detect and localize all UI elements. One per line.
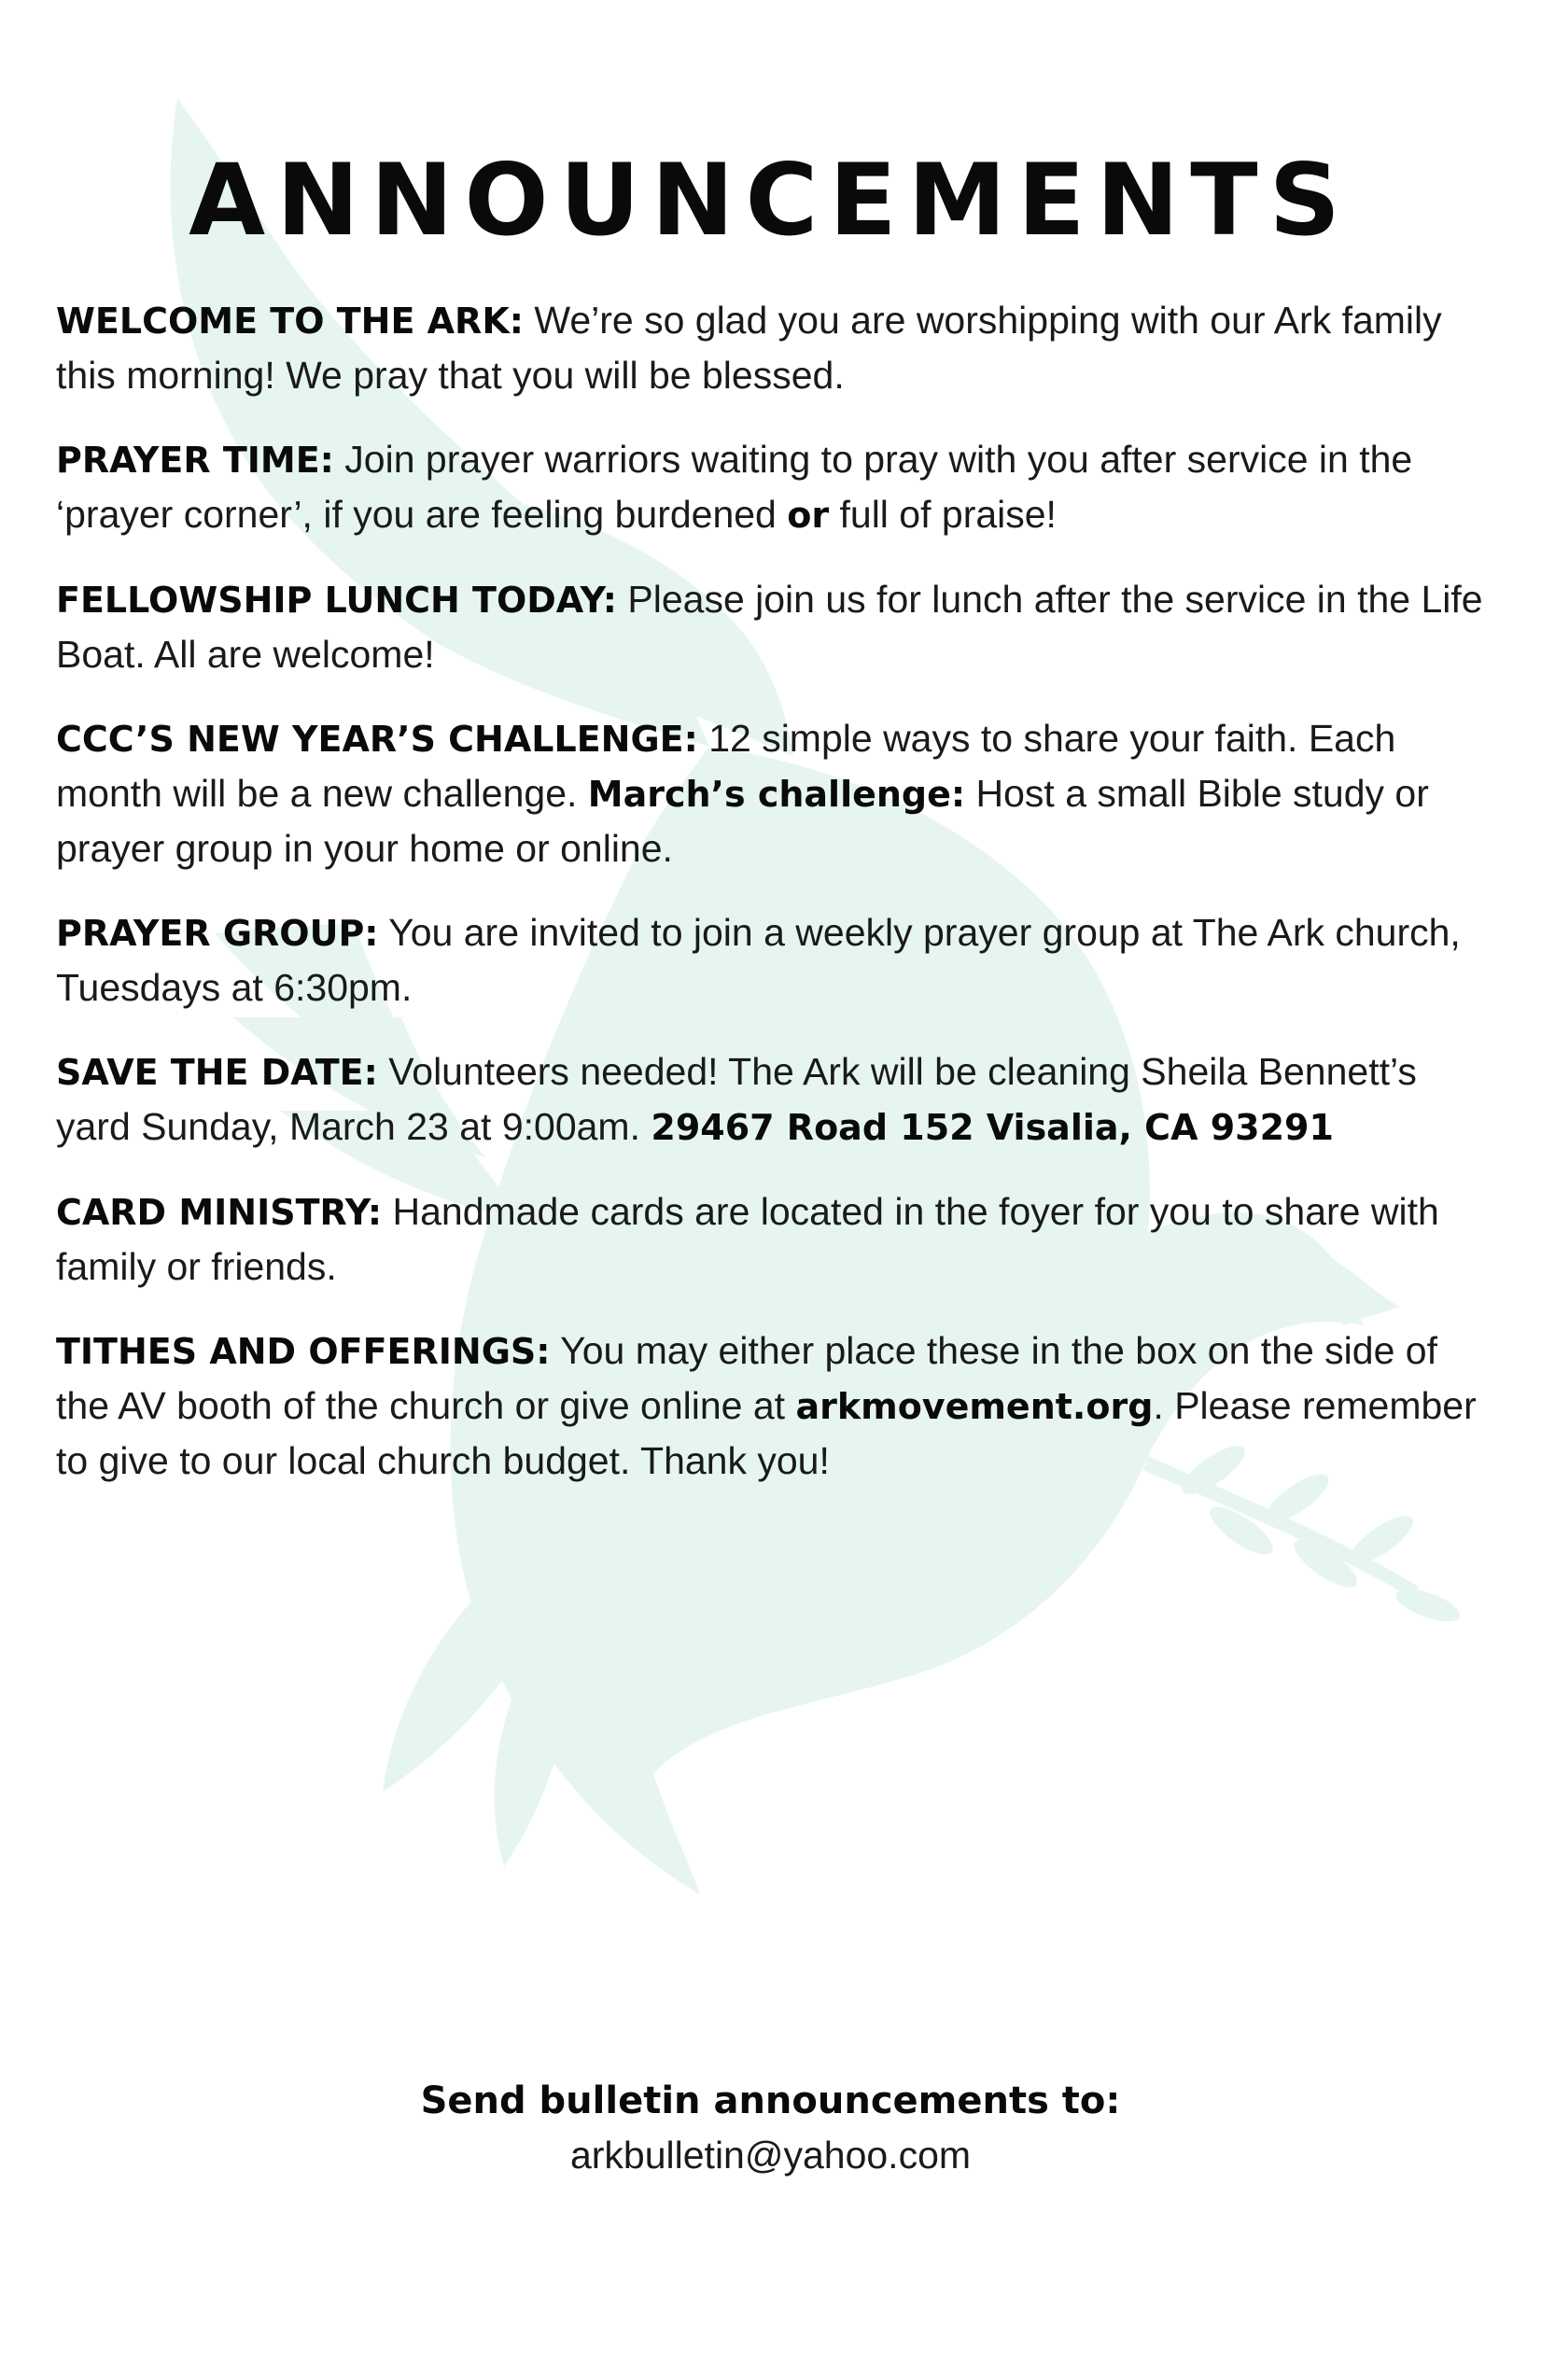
announcement-heading: CARD MINISTRY: xyxy=(56,1192,383,1233)
announcement-text: Volunteers needed! The Ark will be cleaning Sheila Bennett’s yard Sunday, March 23 at 9:00am. xyxy=(56,1050,1417,1148)
announcement-heading: CCC’S NEW YEAR’S CHALLENGE: xyxy=(56,719,698,760)
announcement-text: Please join us for lunch after the service in the Life Boat. All are welcome! xyxy=(56,578,1483,676)
footer-label: Send bulletin announcements to: xyxy=(420,2079,1121,2122)
emphasis-text: March’s challenge: xyxy=(587,774,966,815)
announcement-text: Join prayer warriors waiting to pray with you after service in the ‘prayer corner’, if you are feeling burdened xyxy=(56,438,1413,536)
website-link[interactable]: arkmovement.org xyxy=(795,1386,1154,1427)
announcement-text: full of praise! xyxy=(829,493,1057,536)
announcement-text: . Please remember to give to our local church budget. Thank you! xyxy=(56,1384,1477,1482)
page-title: ANNOUNCEMENTS xyxy=(189,143,1352,258)
announcement-heading: TITHES AND OFFERINGS: xyxy=(56,1331,551,1372)
announcement-heading: WELCOME TO THE ARK: xyxy=(56,301,524,342)
announcement-heading: SAVE THE DATE: xyxy=(56,1052,378,1093)
announcement-new-year-challenge xyxy=(56,711,1484,875)
announcement-text: Handmade cards are located in the foyer for you to share with family or friends. xyxy=(56,1190,1439,1288)
announcements-body xyxy=(56,140,1484,1518)
announcement-fellowship-lunch xyxy=(56,572,1484,681)
announcement-prayer-time xyxy=(56,432,1484,542)
submission-footer xyxy=(0,2074,1541,2182)
announcement-card-ministry xyxy=(56,1184,1484,1294)
address-text: 29467 Road 152 Visalia, CA 93291 xyxy=(651,1107,1334,1148)
announcement-tithes-offerings xyxy=(56,1323,1484,1488)
announcement-heading: FELLOWSHIP LUNCH TODAY: xyxy=(56,580,617,621)
announcement-text: You may either place these in the box on the side of the AV booth of the church or give online at xyxy=(56,1329,1437,1427)
announcement-text: 12 simple ways to share your faith. Each month will be a new challenge. xyxy=(56,717,1396,815)
announcement-heading: PRAYER GROUP: xyxy=(56,913,379,954)
announcement-save-the-date xyxy=(56,1044,1484,1155)
announcement-prayer-group xyxy=(56,905,1484,1015)
announcement-text: You are invited to join a weekly prayer group at The Ark church, Tuesdays at 6:30pm. xyxy=(56,911,1461,1009)
announcement-welcome xyxy=(56,293,1484,402)
contact-email-link[interactable]: arkbulletin@yahoo.com xyxy=(569,2134,972,2177)
announcement-text: We’re so glad you are worshipping with our Ark family this morning! We pray that you will be blessed. xyxy=(56,299,1442,397)
announcement-heading: PRAYER TIME: xyxy=(56,440,334,481)
emphasis-text: or xyxy=(787,495,830,536)
announcement-text: Host a small Bible study or prayer group in your home or online. xyxy=(56,772,1429,870)
